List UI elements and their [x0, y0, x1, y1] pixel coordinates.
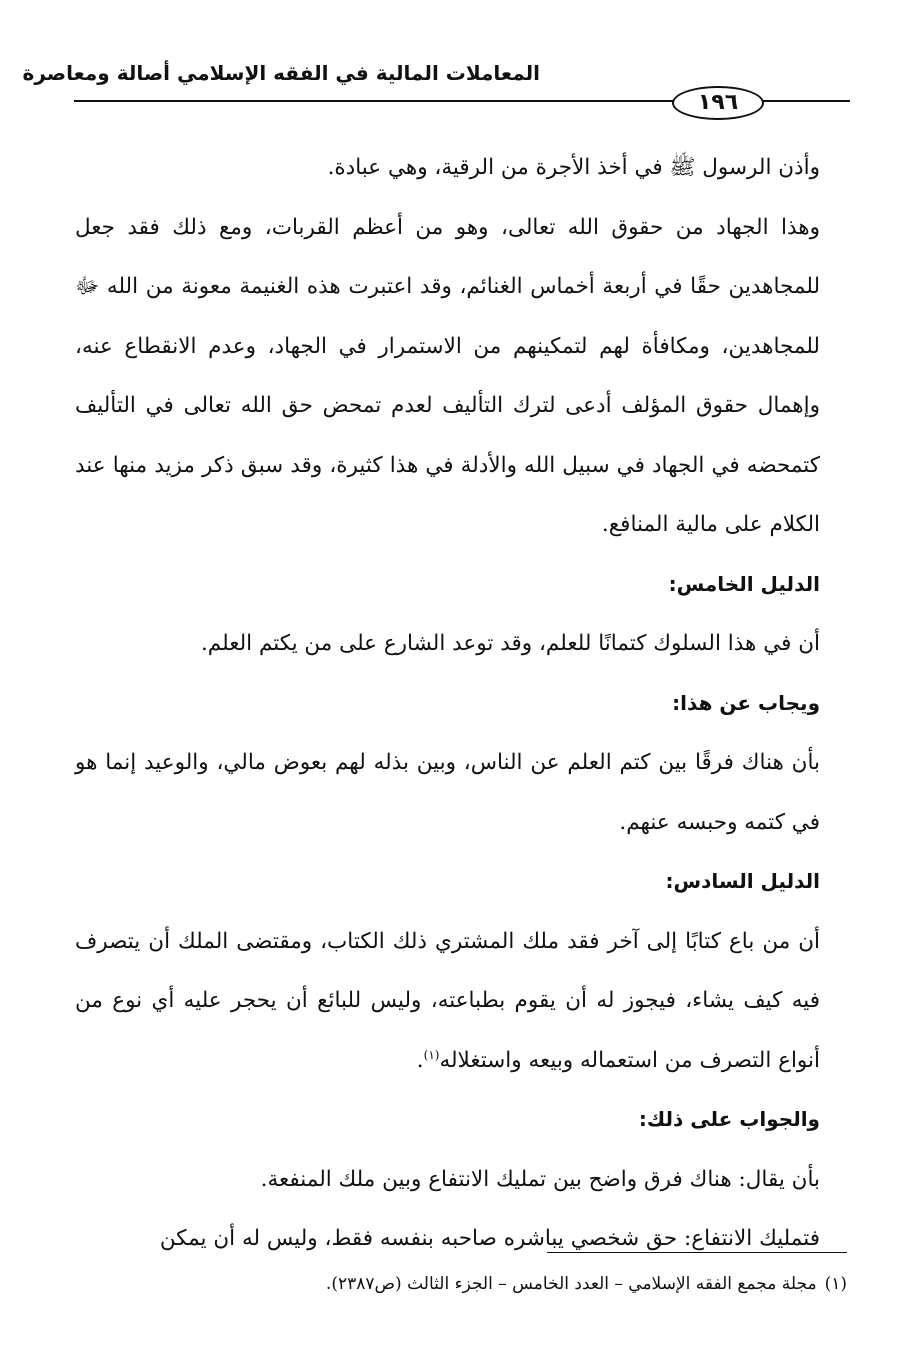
paragraph-3: أن في هذا السلوك كتمانًا للعلم، وقد توعد الشارع على من يكتم العلم.: [200, 631, 820, 656]
footnote-reference: (١): [423, 1047, 440, 1062]
paragraph-4: بأن هناك فرقًا بين كتم العلم عن الناس، وبين بذله لهم بعوض مالي، والوعيد إنما هو في كتمه وحبسه عنهم.: [75, 750, 820, 835]
heading-answer: والجواب على ذلك:: [638, 1107, 820, 1131]
heading-sixth-evidence: الدليل السادس:: [665, 869, 820, 893]
heading-fifth-evidence: الدليل الخامس:: [668, 571, 820, 596]
paragraph-2: وهذا الجهاد من حقوق الله تعالى، وهو من أعظم القربات، ومع ذلك فقد جعل للمجاهدين حقًا في أربعة أخماس الغنائم، وقد اعتبرت هذه الغنيمة معونة من الله ﷻ للمجاهدين، ومكافأة لهم لتمكينهم من الاستمرار في الجهاد، وعدم الانقطاع عنه، وإهمال حقوق المؤلف أدعى لترك التأليف لعدم تمحض حق الله تعالى في التأليف كتمحضه في الجهاد في سبيل الله والأدلة في هذا كثيرة، وقد سبق ذكر مزيد منها عند الكلام على مالية المنافع.: [75, 214, 820, 537]
footnote-rule: [547, 1252, 847, 1253]
page-number: ١٩٦: [672, 86, 764, 120]
paragraph-5: [75, 912, 820, 1091]
footnote-marker: (١): [824, 1274, 847, 1294]
paragraph-5-text: أن من باع كتابًا إلى آخر فقد ملك المشتري ذلك الكتاب، ومقتضى الملك أن يتصرف فيه كيف يشاء، فيجوز له أن يقوم بطباعته، وليس للبائع أن يحجر عليه أي نوع من أنواع التصرف من استعماله وبيعه واستغلاله: [75, 928, 820, 1073]
heading-response: ويجاب عن هذا:: [672, 690, 820, 715]
main-text: [75, 138, 820, 1269]
paragraph-7: فتمليك الانتفاع: حق شخصي يباشره صاحبه بنفسه فقط، وليس له أن يمكن: [159, 1226, 820, 1251]
footnote: [87, 1270, 847, 1298]
running-title: المعاملات المالية في الفقه الإسلامي أصالة ومعاصرة: [22, 61, 540, 85]
paragraph-1: وأذن الرسول ﷺ في أخذ الأجرة من الرقية، وهي عبادة.: [327, 155, 820, 180]
paragraph-6: بأن يقال: هناك فرق واضح بين تمليك الانتفاع وبين ملك المنفعة.: [260, 1166, 820, 1192]
paragraph-5-end: .: [416, 1047, 424, 1073]
footnote-text: مجلة مجمع الفقه الإسلامي – العدد الخامس – الجزء الثالث (ص٢٣٨٧).: [325, 1274, 817, 1294]
